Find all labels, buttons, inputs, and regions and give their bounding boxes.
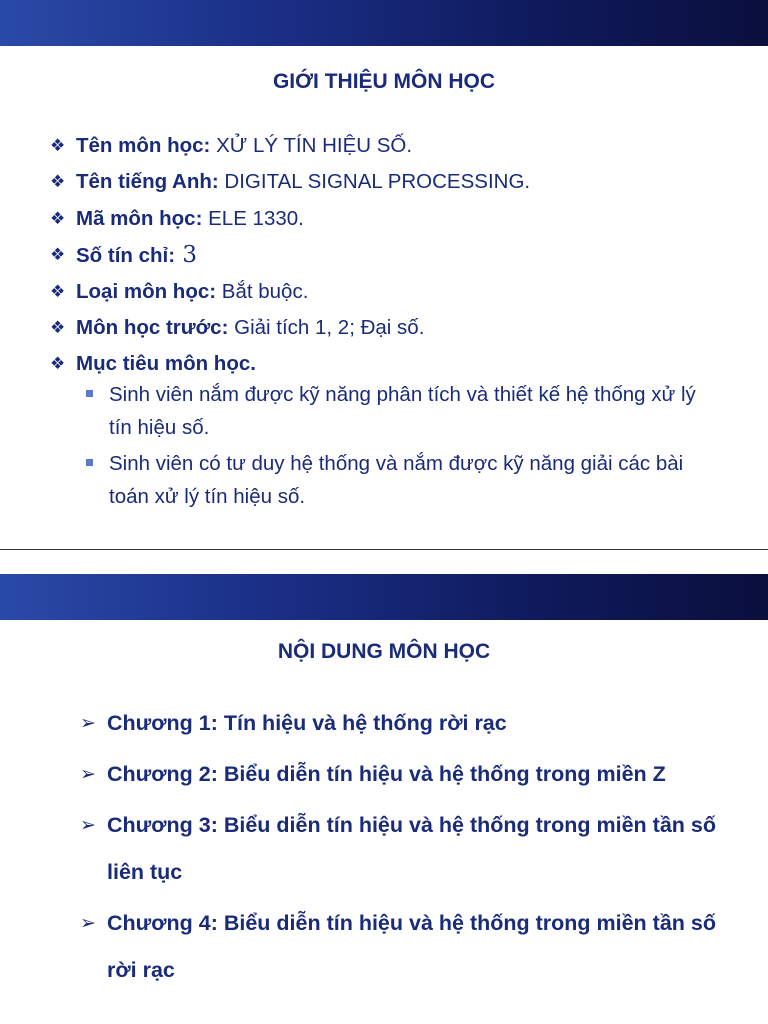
info-value: 3 (175, 242, 198, 269)
info-label: Tên môn học: (76, 134, 211, 157)
chapter-text: Chương 4: Biểu diễn tín hiệu và hệ thống trong miền tần số rời rạc (107, 911, 716, 982)
diamond-bullet-icon: ❖ (50, 172, 66, 192)
chapter-item (80, 900, 720, 994)
chapter-text: Chương 1: Tín hiệu và hệ thống rời rạc (107, 711, 507, 735)
info-value: XỬ LÝ TÍN HIỆU SỐ. (210, 134, 413, 157)
header-banner (0, 574, 768, 620)
info-label: Môn học trước: (76, 315, 229, 339)
info-label: Mã môn học: (76, 206, 203, 230)
diamond-bullet-icon: ❖ (50, 281, 66, 301)
info-item-prerequisites (50, 310, 750, 346)
objective-item (86, 378, 706, 444)
info-value: Giải tích 1, 2; Đại số. (228, 315, 425, 339)
info-value: Bắt buộc. (216, 279, 309, 303)
diamond-bullet-icon: ❖ (50, 245, 66, 265)
slide-divider (0, 549, 768, 575)
info-item-course-name (50, 128, 750, 164)
slide-title: GIỚI THIỆU MÔN HỌC (272, 70, 496, 93)
info-item-course-code (50, 201, 750, 237)
info-value: ELE 1330. (202, 206, 304, 230)
arrow-bullet-icon: ➢ (80, 815, 96, 836)
diamond-bullet-icon: ❖ (50, 136, 66, 155)
slide-course-content (0, 574, 768, 1024)
square-bullet-icon (86, 459, 93, 466)
info-value: DIGITAL SIGNAL PROCESSING. (218, 170, 531, 194)
arrow-bullet-icon: ➢ (80, 713, 96, 734)
diamond-bullet-icon: ❖ (50, 354, 66, 374)
objectives-list (86, 378, 706, 516)
info-item-english-name (50, 164, 750, 200)
arrow-bullet-icon: ➢ (80, 764, 96, 785)
info-label: Tên tiếng Anh: (76, 170, 219, 194)
info-label: Mục tiêu môn học. (76, 352, 256, 376)
arrow-bullet-icon: ➢ (80, 913, 96, 934)
square-bullet-icon (86, 390, 93, 397)
info-label: Số tín chỉ: (76, 244, 176, 268)
chapter-text: Chương 3: Biểu diễn tín hiệu và hệ thống trong miền tần số liên tục (107, 813, 716, 884)
chapter-item (80, 802, 720, 896)
diamond-bullet-icon: ❖ (50, 208, 66, 228)
info-item-credits (50, 237, 750, 273)
info-item-course-type (50, 274, 750, 310)
chapter-item (80, 751, 720, 798)
header-banner (0, 0, 768, 46)
slide-title: NỘI DUNG MÔN HỌC (277, 640, 491, 663)
info-label: Loại môn học: (76, 279, 217, 303)
course-info-list (50, 128, 750, 383)
chapter-item (80, 700, 720, 747)
chapter-text: Chương 2: Biểu diễn tín hiệu và hệ thống trong miền Z (107, 762, 666, 786)
objective-item (86, 447, 706, 513)
objective-text: Sinh viên nắm được kỹ năng phân tích và thiết kế hệ thống xử lý tín hiệu số. (109, 383, 696, 439)
diamond-bullet-icon: ❖ (50, 317, 66, 337)
objective-text: Sinh viên có tư duy hệ thống và nắm được kỹ năng giải các bài toán xử lý tín hiệu số. (109, 452, 684, 508)
chapter-list (80, 700, 720, 998)
